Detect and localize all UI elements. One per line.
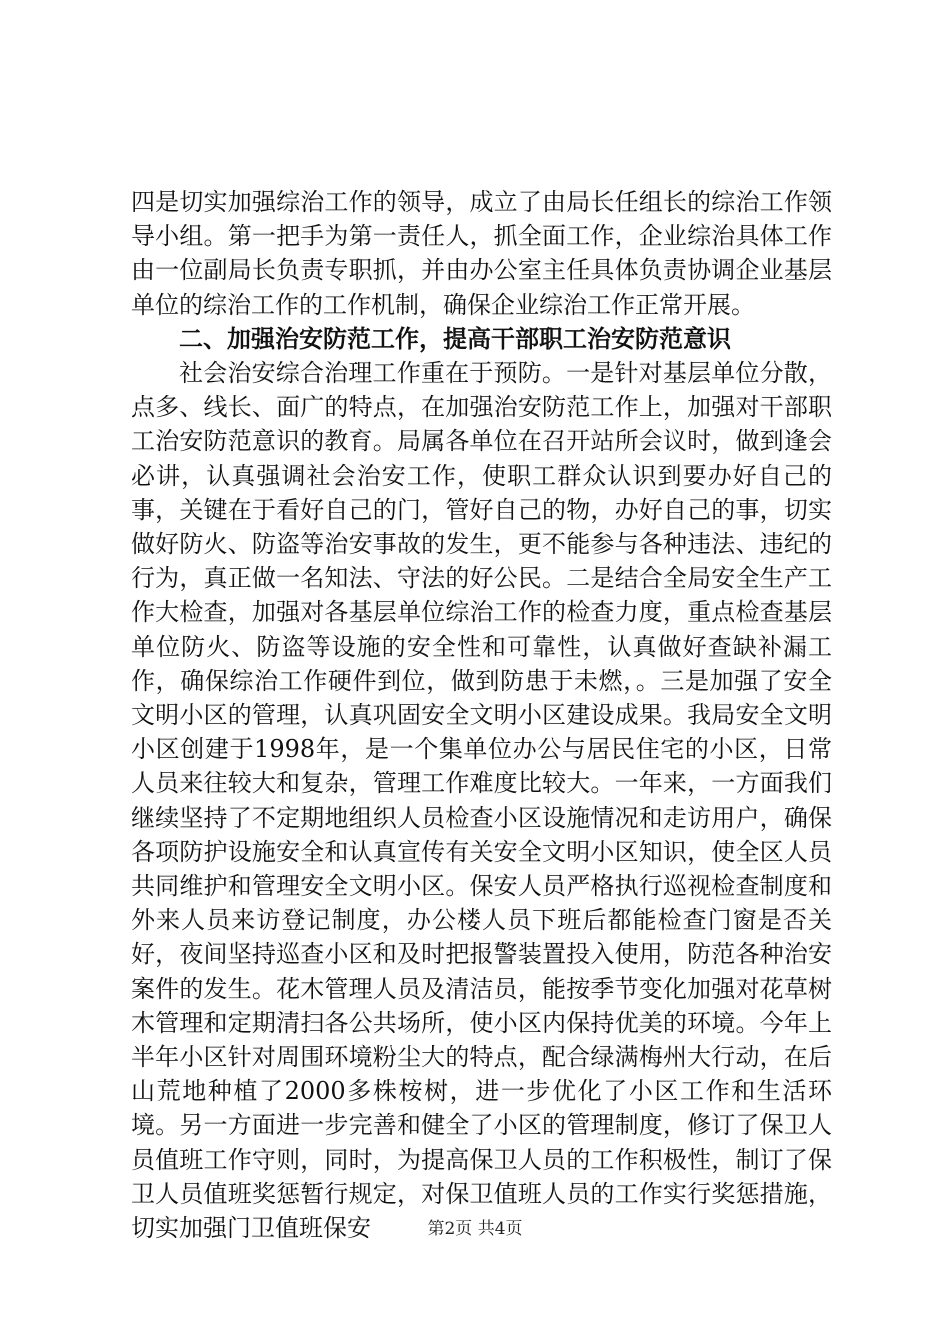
paragraph-prevention: 社会治安综合治理工作重在于预防。一是针对基层单位分散，点多、线长、面广的特点，在加强治安防范工作上，加强对干部职工治安防范意识的教育。局属各单位在召开站所会议时，做到逢会必讲，认真强调社会治安工作，使职工群众认识到要办好自己的事，关键在于看好自己的门，管好自己的物，办好自己的事，切实做好防火、防盗等治安事故的发生，更不能参与各种违法、违纪的行为，真正做一名知法、守法的好公民。二是结合全局安全生产工作大检查，加强对各基层单位综治工作的检查力度，重点检查基层单位防火、防盗等设施的安全性和可靠性，认真做好查缺补漏工作，确保综治工作硬件到位，做到防患于未燃，。三是加强了安全文明小区的管理，认真巩固安全文明小区建设成果。我局安全文明小区创建于1998年，是一个集单位办公与居民住宅的小区，日常人员来往较大和复杂，管理工作难度比较大。一年来，一方面我们继续坚持了不定期地组织人员检查小区设施情况和走访用户，确保各项防护设施安全和认真宣传有关安全文明小区知识，使全区人员共同维护和管理安全文明小区。保安人员严格执行巡视检查制度和外来人员来访登记制度，办公楼人员下班后都能检查门窗是否关好，夜间坚持巡查小区和及时把报警装置投入使用，防范各种治安案件的发生。花木管理人员及清洁员，能按季节变化加强对花草树木管理和定期清扫各公共场所，使小区内保持优美的环境。今年上半年小区针对周围环境粉尘大的特点，配合绿满梅州大行动，在后山荒地种植了2000多株桉树，进一步优化了小区工作和生活环境。另一方面进一步完善和健全了小区的管理制度，修订了保卫人员值班工作守则，同时，为提高保卫人员的工作积极性，制订了保卫人员值班奖惩暂行规定，对保卫值班人员的工作实行奖惩措施，切实加强门卫值班保安: [131, 359, 832, 1243]
paragraph-leadership: 四是切实加强综治工作的领导，成立了由局长任组长的综治工作领导小组。第一把手为第一责任人，抓全面工作，企业综治具体工作由一位副局长负责专职抓，并由办公室主任具体负责协调企业基层单位的综治工作的工作机制，确保企业综治工作正常开展。: [131, 188, 832, 319]
section-heading: 二、加强治安防范工作，提高干部职工治安防范意识: [179, 324, 731, 353]
document-body: [131, 185, 832, 1245]
page-number-indicator: 第2页 共4页: [427, 1219, 523, 1239]
page-footer: [0, 1219, 950, 1239]
